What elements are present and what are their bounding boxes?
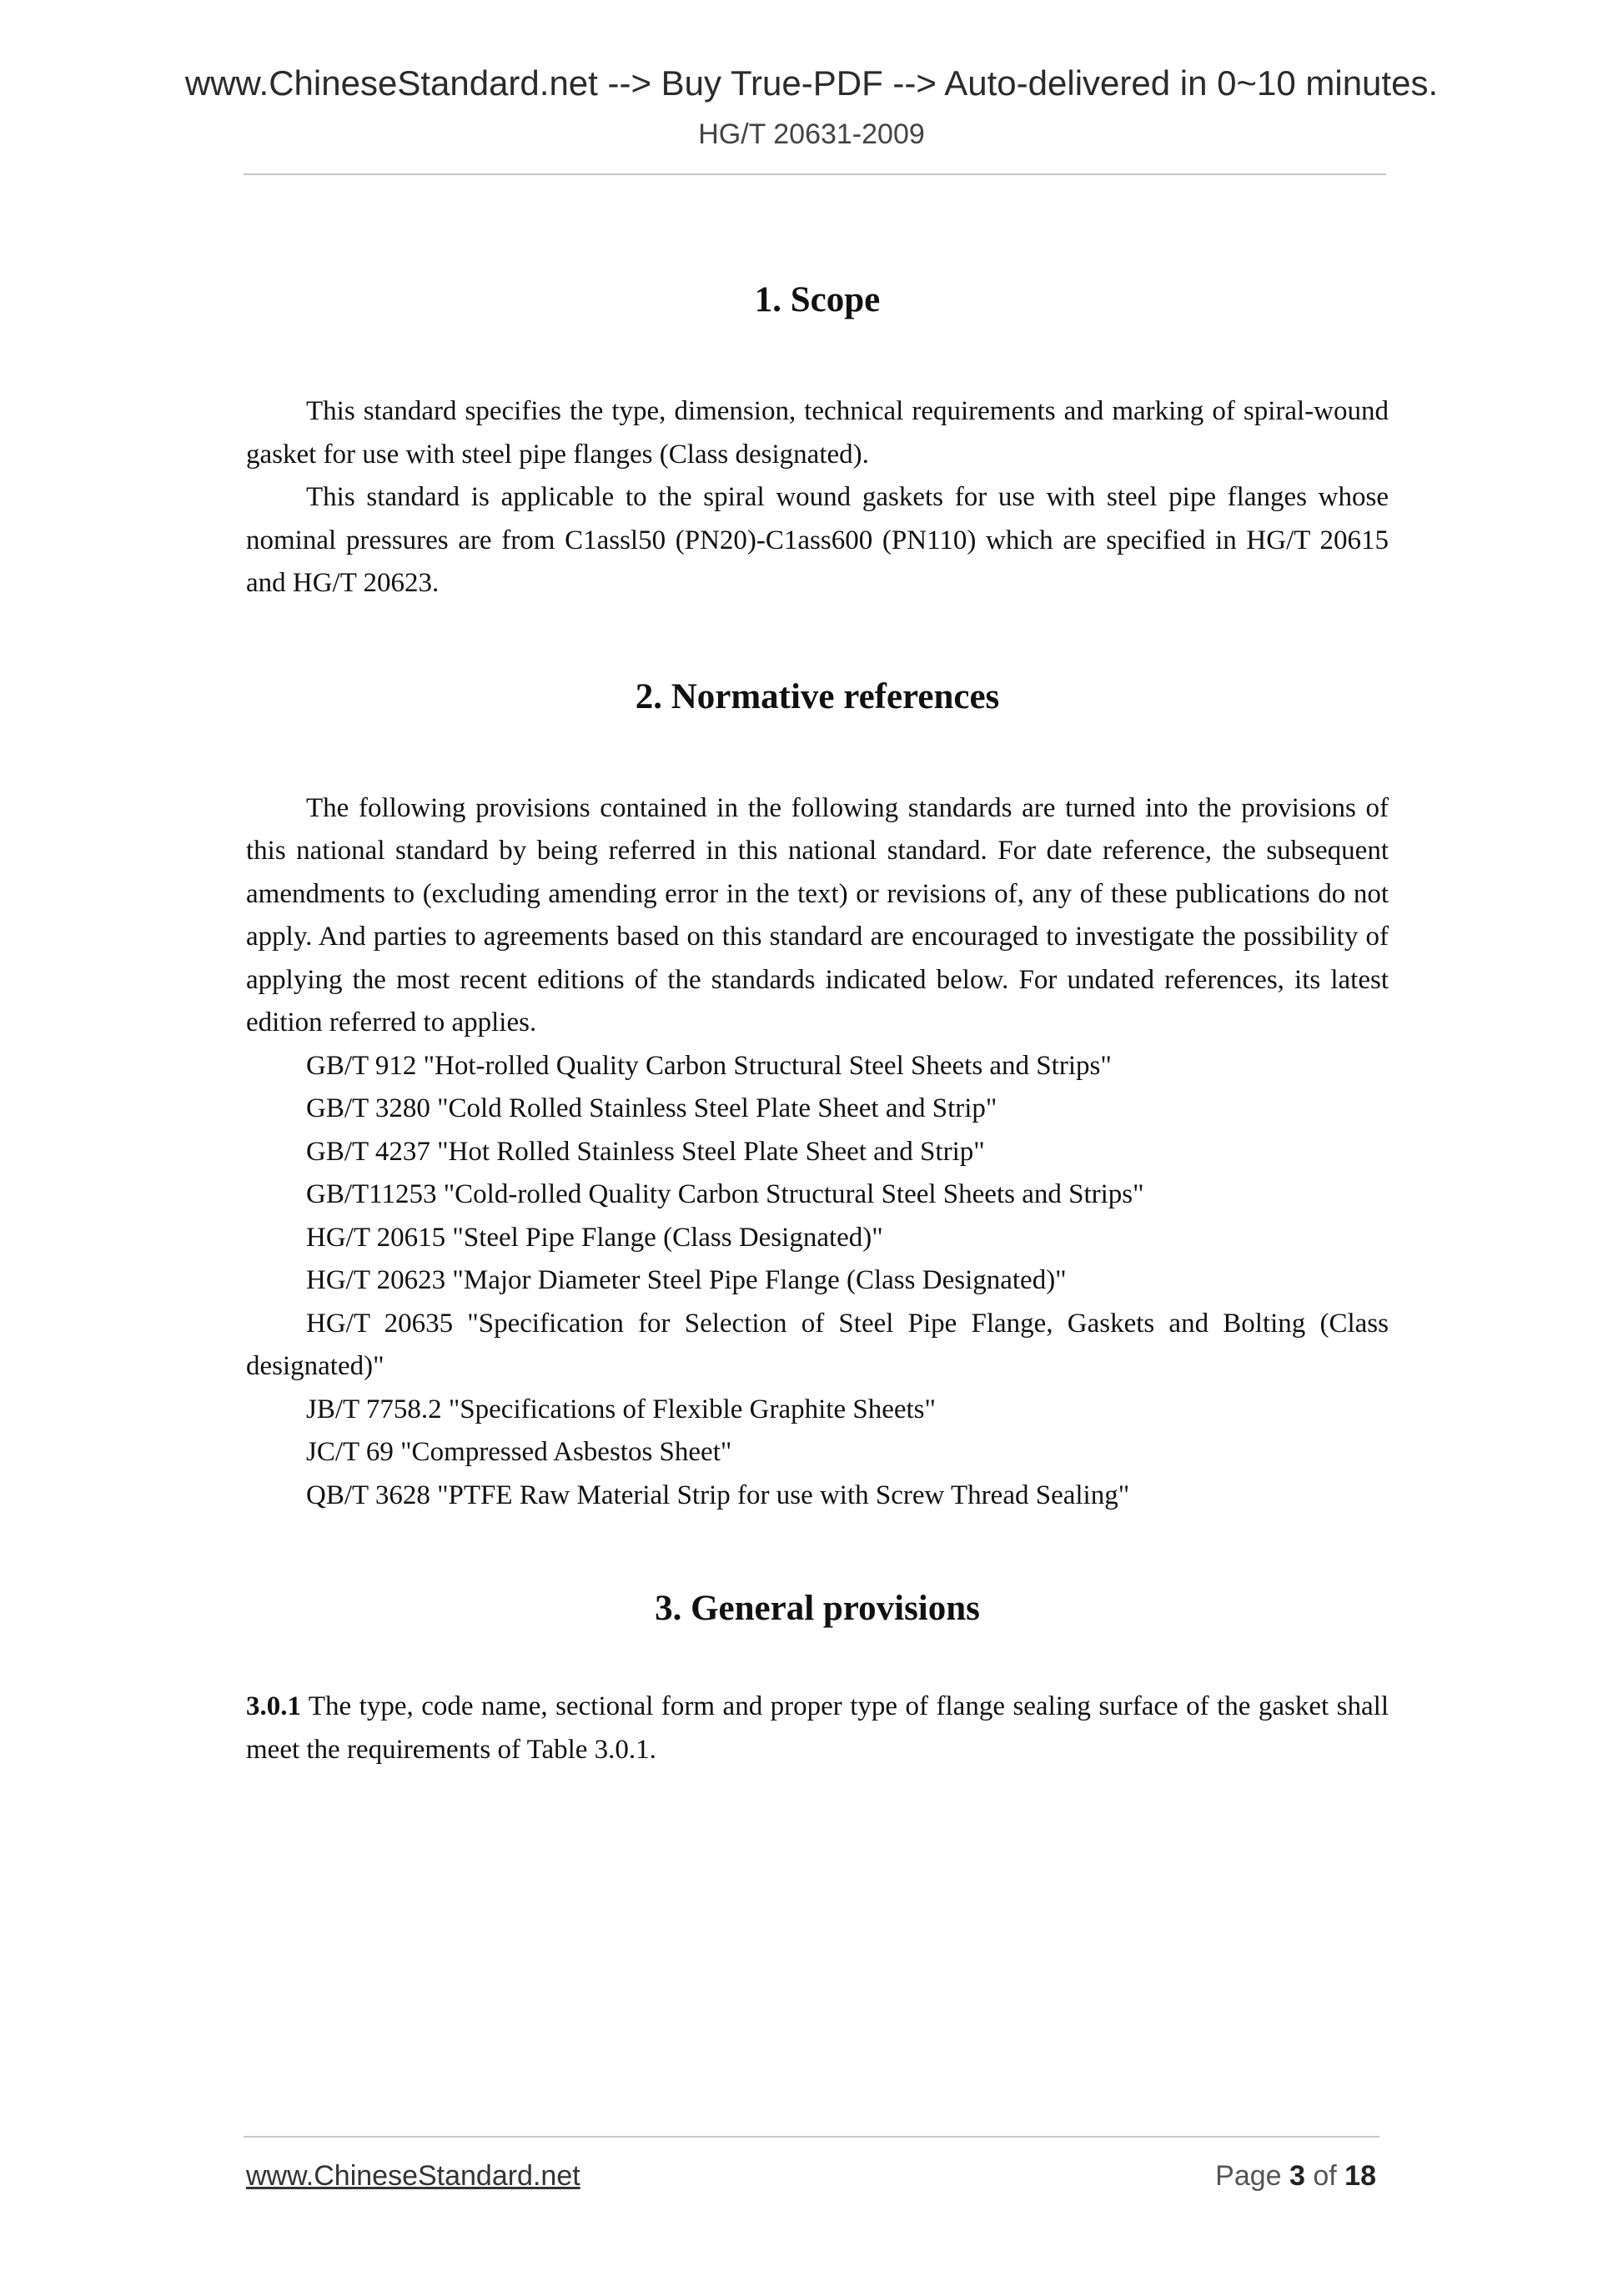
clause-number: 3.0.1 [246,1691,301,1721]
header-banner: www.ChineseStandard.net --> Buy True-PDF --> Auto-delivered in 0~10 minutes. [184,63,1439,103]
reference-item: GB/T11253 "Cold-rolled Quality Carbon Structural Steel Sheets and Strips" [306,1179,1144,1209]
header-divider [244,173,1386,175]
page-body [246,275,1389,1771]
scope-paragraph-1: This standard specifies the type, dimension, technical requirements and marking of spiral-wound gasket for use with steel pipe flanges (Class designated). [246,396,1389,470]
reference-item: HG/T 20615 "Steel Pipe Flange (Class Designated)" [306,1222,883,1253]
footer-divider [244,2136,1379,2138]
reference-item: JC/T 69 "Compressed Asbestos Sheet" [306,1437,732,1467]
reference-item: GB/T 912 "Hot-rolled Quality Carbon Structural Steel Sheets and Strips" [306,1050,1112,1081]
page-mid: of [1304,2160,1345,2192]
footer-site-link[interactable]: www.ChineseStandard.net [246,2160,580,2192]
document-id: HG/T 20631-2009 [698,118,925,150]
section-title-general-provisions: 3. General provisions [655,1589,980,1628]
reference-item: HG/T 20623 "Major Diameter Steel Pipe Flange (Class Designated)" [306,1265,1067,1295]
clause-text: The type, code name, sectional form and proper type of flange sealing surface of the gasket shall meet the requirements of Table 3.0.1. [246,1691,1389,1765]
reference-item: GB/T 4237 "Hot Rolled Stainless Steel Plate Sheet and Strip" [306,1136,985,1167]
reference-item: JB/T 7758.2 "Specifications of Flexible Graphite Sheets" [306,1394,936,1424]
page-total: 18 [1344,2160,1376,2192]
section-title-normative-references: 2. Normative references [635,676,1000,716]
reference-item: HG/T 20635 "Specification for Selection of Steel Pipe Flange, Gaskets and Bolting (Class designated)" [246,1308,1389,1381]
clause-3-0-1 [246,1686,1389,1771]
section-title-scope: 1. Scope [754,280,881,319]
page-indicator [1215,2160,1376,2193]
scope-paragraph-2: This standard is applicable to the spiral wound gaskets for use with steel pipe flanges whose nominal pressures are from C1assl50 (PN20)-C1ass600 (PN110) which are specified in HG/T 20615 and HG/T 20623. [246,482,1389,598]
reference-item: QB/T 3628 "PTFE Raw Material Strip for use with Screw Thread Sealing" [306,1480,1130,1510]
page-current: 3 [1289,2160,1305,2192]
reference-item: GB/T 3280 "Cold Rolled Stainless Steel Plate Sheet and Strip" [306,1093,997,1123]
page-prefix: Page [1215,2160,1289,2192]
normative-intro-paragraph: The following provisions contained in the following standards are turned into the provisions of this national standard by being referred in this national standard. For date reference, the subsequent amendments to (excluding amending error in the text) or revisions of, any of these publications do not apply. And parties to agreements based on this standard are encouraged to investigate the possibility of applying the most recent editions of the standards indicated below. For undated references, its latest edition referred to applies. [246,792,1389,1037]
